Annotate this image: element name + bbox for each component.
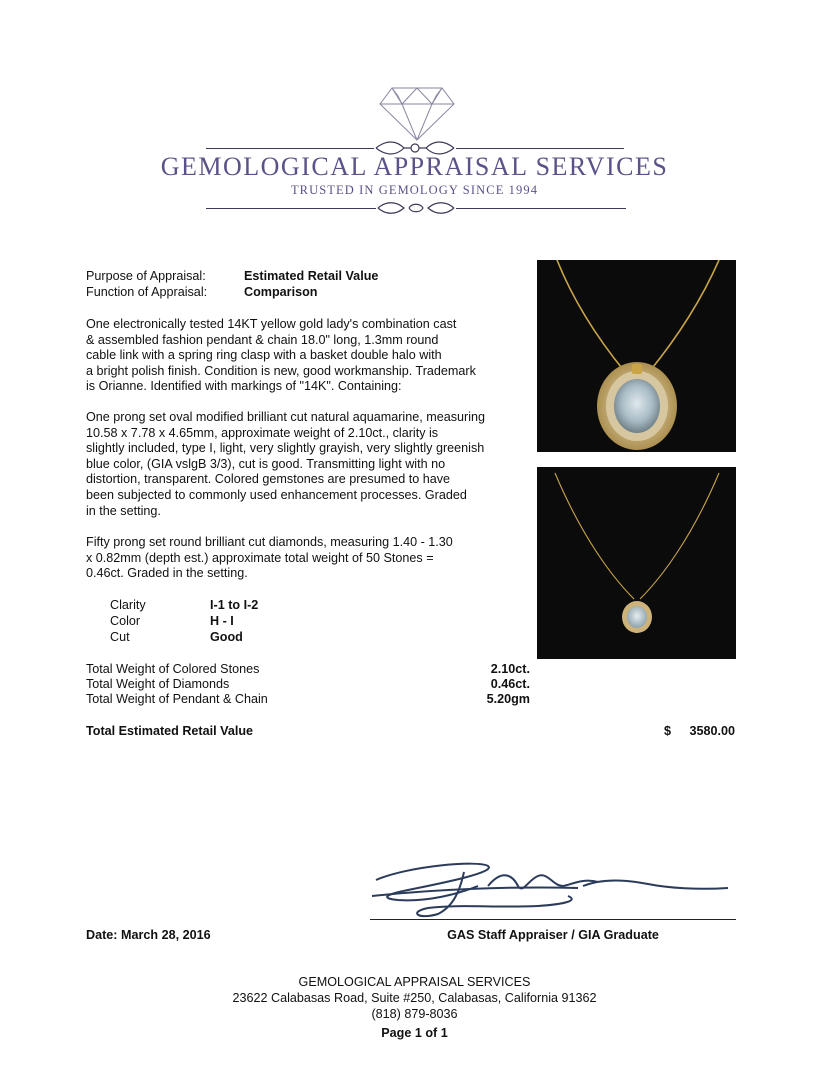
total-label-diamonds: Total Weight of Diamonds — [86, 677, 230, 691]
function-label: Function of Appraisal: — [86, 285, 208, 299]
description-line: cable link with a spring ring clasp with a basket double halo with — [86, 348, 442, 363]
diamonds-line: x 0.82mm (depth est.) approximate total weight of 50 Stones = — [86, 550, 434, 565]
purpose-value: Estimated Retail Value — [244, 269, 379, 283]
description-line: a bright polish finish. Condition is new, good workmanship. Trademark — [86, 363, 476, 378]
footer-phone: (818) 879-8036 — [371, 1007, 458, 1021]
diamonds-line: 0.46ct. Graded in the setting. — [86, 566, 248, 581]
appraisal-date: Date: March 28, 2016 — [86, 928, 211, 942]
grade-label-cut: Cut — [110, 630, 130, 644]
pendant-full-photo — [537, 467, 736, 659]
diamond-icon — [378, 84, 456, 142]
diamonds-line: Fifty prong set round brilliant cut diamonds, measuring 1.40 - 1.30 — [86, 535, 453, 549]
footer-address: 23622 Calabasas Road, Suite #250, Calabasas, California 91362 — [232, 991, 597, 1005]
footer-company: GEMOLOGICAL APPRAISAL SERVICES — [298, 975, 531, 989]
aquamarine-line: One prong set oval modified brilliant cut natural aquamarine, measuring — [86, 410, 486, 424]
retail-amount: 3580.00 — [689, 724, 735, 738]
aquamarine-line: distortion, transparent. Colored gemstones are presumed to have — [86, 472, 451, 487]
signature-line — [370, 919, 736, 920]
aquamarine-paragraph — [86, 410, 526, 519]
ornament-line-left — [206, 148, 374, 149]
total-label-pendant: Total Weight of Pendant & Chain — [86, 692, 268, 706]
grade-value-clarity: I-1 to I-2 — [210, 598, 259, 612]
grade-value-color: H - I — [210, 614, 234, 628]
grade-label-clarity: Clarity — [110, 598, 146, 612]
total-value-diamonds: 0.46ct. — [490, 677, 530, 691]
diamonds-paragraph — [86, 535, 526, 582]
aquamarine-line: slightly included, type I, light, very slightly grayish, very slightly greenish — [86, 441, 485, 456]
grade-label-color: Color — [110, 614, 141, 628]
retail-value-label: Total Estimated Retail Value — [86, 724, 254, 738]
description-paragraph — [86, 317, 526, 395]
total-value-pendant: 5.20gm — [486, 692, 530, 706]
description-line: & assembled fashion pendant & chain 18.0" long, 1.3mm round — [86, 332, 439, 347]
ornament-line-right — [456, 148, 624, 149]
function-value: Comparison — [244, 285, 318, 299]
aquamarine-line: blue color, (GIA vslgB 3/3), cut is good. Transmitting light with no — [86, 456, 446, 471]
appraiser-title: GAS Staff Appraiser / GIA Graduate — [447, 928, 659, 942]
pendant-closeup-image — [537, 260, 736, 452]
description-line: One electronically tested 14KT yellow gold lady's combination cast — [86, 317, 457, 331]
aquamarine-line: 10.58 x 7.78 x 4.65mm, approximate weight of 2.10ct., clarity is — [86, 425, 439, 440]
pendant-full-image — [537, 467, 736, 659]
aquamarine-line: been subjected to commonly used enhancement processes. Graded — [86, 487, 467, 502]
purpose-label: Purpose of Appraisal: — [86, 269, 206, 283]
total-value-colored: 2.10ct. — [490, 662, 530, 676]
description-line: is Orianne. Identified with markings of "14K". Containing: — [86, 379, 402, 394]
page-number: Page 1 of 1 — [381, 1026, 448, 1040]
flourish-bottom-icon — [376, 198, 456, 218]
ornament-line-right-bottom — [456, 208, 626, 209]
ornament-line-left-bottom — [206, 208, 376, 209]
total-label-colored: Total Weight of Colored Stones — [86, 662, 260, 676]
aquamarine-line: in the setting. — [86, 503, 161, 518]
grade-value-cut: Good — [210, 630, 243, 644]
appraiser-signature — [368, 856, 738, 922]
pendant-closeup-photo — [537, 260, 736, 452]
retail-currency: $ — [664, 724, 672, 738]
company-title: GEMOLOGICAL APPRAISAL SERVICES — [160, 152, 669, 181]
company-tagline: TRUSTED IN GEMOLOGY SINCE 1994 — [290, 183, 539, 197]
